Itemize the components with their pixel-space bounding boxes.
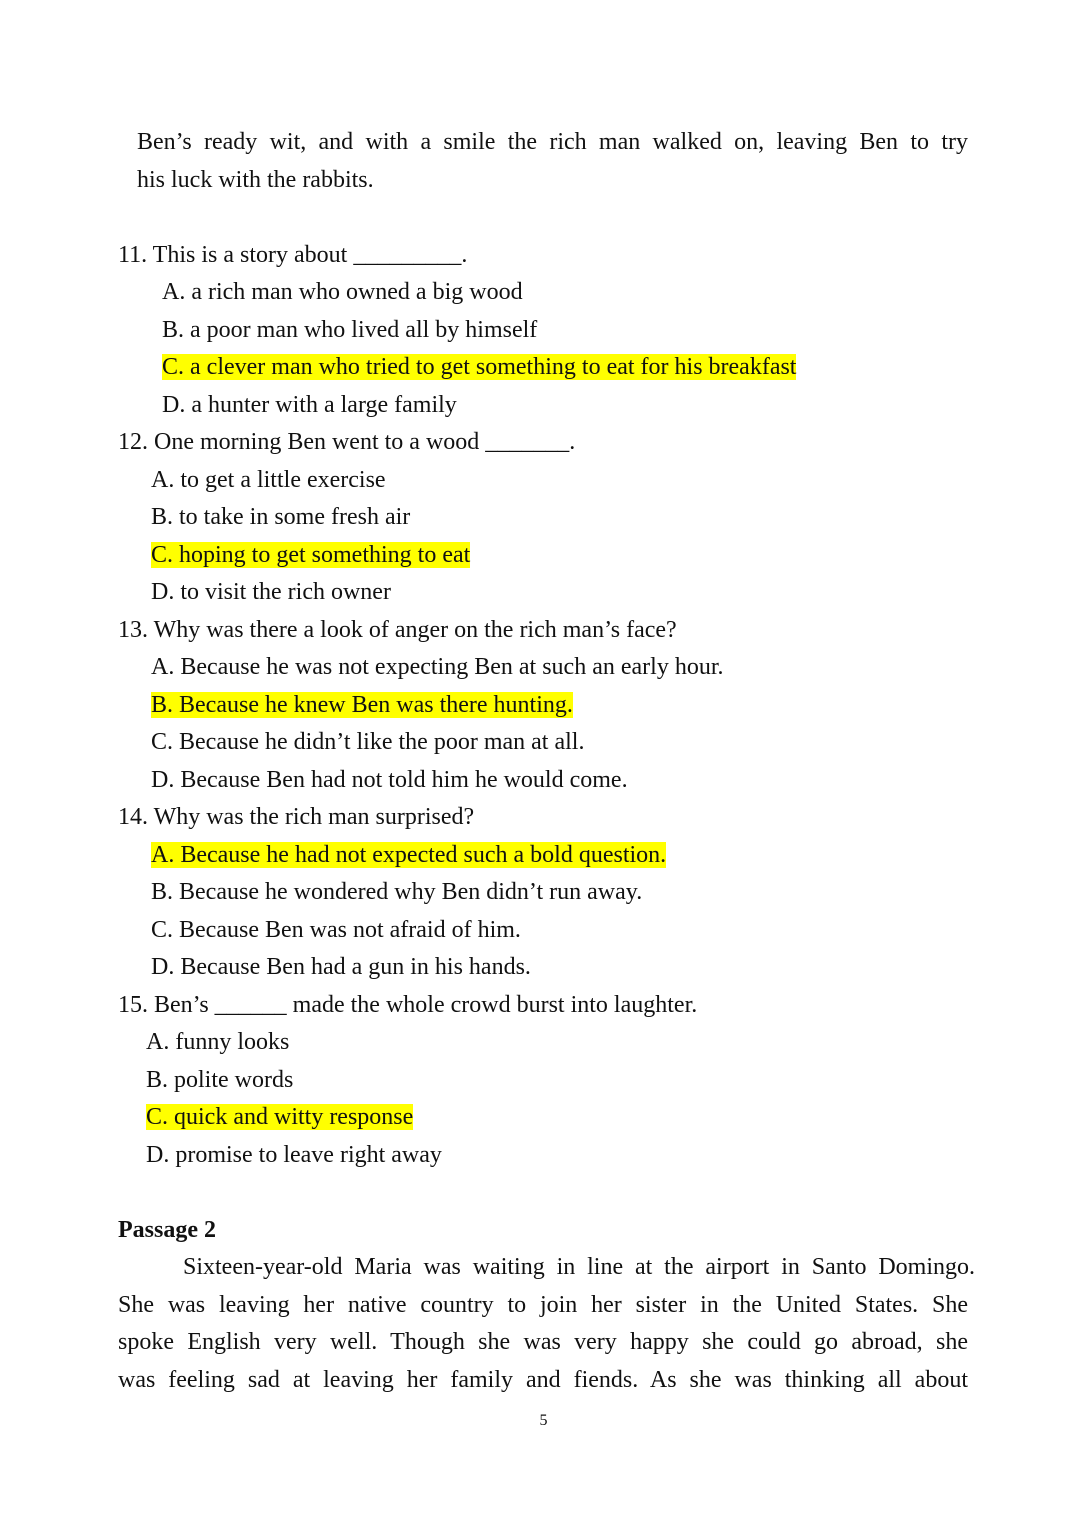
- answer-option: [151, 727, 584, 757]
- answer-option: [151, 577, 391, 607]
- option-text: A. funny looks: [146, 1029, 290, 1055]
- answer-option-highlighted: [151, 840, 666, 870]
- answer-option-highlighted: [151, 540, 470, 570]
- option-text: A. Because he was not expecting Ben at such an early hour.: [151, 654, 724, 680]
- option-text: A. to get a little exercise: [151, 467, 386, 493]
- passage-line: Sixteen-year-old Maria was waiting in line at the airport in Santo Domingo.: [183, 1254, 975, 1280]
- option-text: B. a poor man who lived all by himself: [162, 317, 538, 343]
- option-text: B. to take in some fresh air: [151, 504, 411, 530]
- option-text: D. promise to leave right away: [146, 1142, 442, 1168]
- answer-option: [151, 765, 628, 795]
- answer-option-highlighted: [162, 352, 796, 382]
- question-stem: 13. Why was there a look of anger on the rich man’s face?: [118, 617, 677, 643]
- answer-option: [151, 915, 521, 945]
- answer-option: [162, 277, 523, 307]
- option-text: D. a hunter with a large family: [162, 392, 457, 418]
- option-text: C. Because he didn’t like the poor man at all.: [151, 729, 585, 755]
- passage-line: spoke English very well. Though she was very happy she could go abroad, she: [118, 1329, 968, 1355]
- answer-option: [146, 1140, 442, 1170]
- question-stem: 11. This is a story about _________.: [118, 242, 468, 268]
- answer-option: [162, 390, 457, 420]
- page-number: 5: [539, 1412, 548, 1429]
- option-text: C. a clever man who tried to get something to eat for his breakfast: [162, 354, 797, 380]
- option-text: A. a rich man who owned a big wood: [162, 279, 523, 305]
- passage-continuation-line: his luck with the rabbits.: [137, 167, 374, 193]
- option-text: C. hoping to get something to eat: [151, 542, 471, 568]
- answer-option: [151, 465, 386, 495]
- passage-heading: Passage 2: [118, 1217, 216, 1243]
- question-stem: 15. Ben’s ______ made the whole crowd burst into laughter.: [118, 992, 698, 1018]
- answer-option: [146, 1027, 289, 1057]
- option-text: C. Because Ben was not afraid of him.: [151, 917, 521, 943]
- option-text: A. Because he had not expected such a bold question.: [151, 842, 667, 868]
- answer-option: [151, 652, 723, 682]
- answer-option: [146, 1065, 293, 1095]
- option-text: D. Because Ben had not told him he would come.: [151, 767, 628, 793]
- option-text: D. Because Ben had a gun in his hands.: [151, 954, 531, 980]
- option-text: B. polite words: [146, 1067, 294, 1093]
- option-text: B. Because he wondered why Ben didn’t run away.: [151, 879, 643, 905]
- answer-option-highlighted: [146, 1102, 413, 1132]
- answer-option: [162, 315, 537, 345]
- answer-option: [151, 877, 642, 907]
- option-text: D. to visit the rich owner: [151, 579, 391, 605]
- answer-option: [151, 502, 410, 532]
- question-stem: 12. One morning Ben went to a wood _______.: [118, 429, 576, 455]
- answer-option: [151, 952, 531, 982]
- option-text: C. quick and witty response: [146, 1104, 414, 1130]
- passage-line: was feeling sad at leaving her family and fiends. As she was thinking all about: [118, 1367, 968, 1393]
- option-text: B. Because he knew Ben was there hunting.: [151, 692, 573, 718]
- passage-line: She was leaving her native country to join her sister in the United States. She: [118, 1292, 968, 1318]
- passage-continuation-line: Ben’s ready wit, and with a smile the rich man walked on, leaving Ben to try: [137, 129, 968, 155]
- answer-option-highlighted: [151, 690, 573, 720]
- question-stem: 14. Why was the rich man surprised?: [118, 804, 475, 830]
